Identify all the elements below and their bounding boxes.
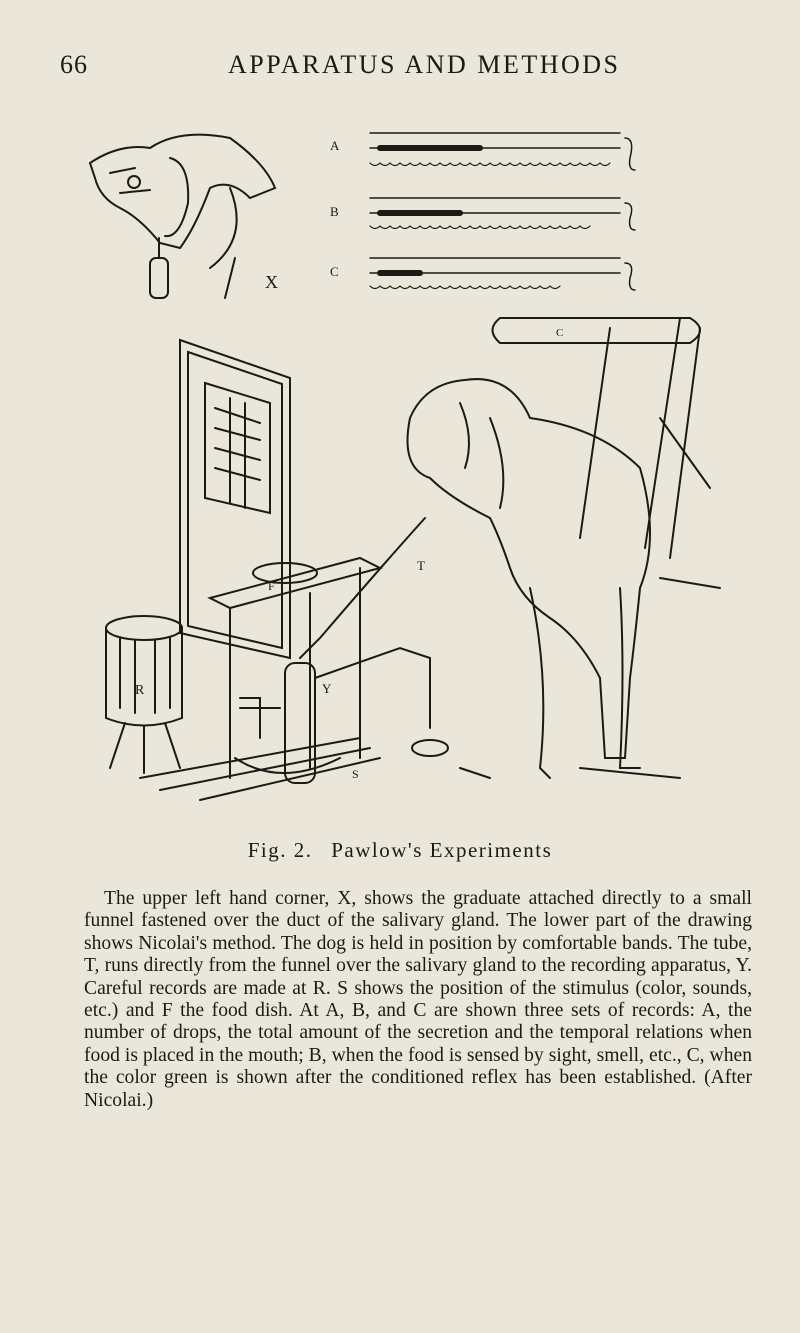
label-stimulus: S xyxy=(352,767,359,781)
caption-number: Fig. 2. xyxy=(247,838,313,862)
stimulus-screen xyxy=(180,340,290,658)
figure-caption xyxy=(0,838,800,863)
body-paragraph: The upper left hand corner, X, shows the graduate attached directly to a small funnel fastened over the duct of the salivary gland. The lower part of the drawing shows Nicolai's method. The dog is held in position by comfortable bands. The tube, T, runs directly from the funnel over the salivary gland to the recording apparatus, Y. Careful records are made at R. S shows the position of the stimulus (color, sounds, etc.) and F the food dish. At A, B, and C are shown three sets of records: A, the number of drops, the total amount of the secretion and the temporal relations when food is placed in the mouth; B, when the food is sensed by sight, smell, etc., C, when the color green is shown after the conditioned reflex has been established. (After Nicolai.) xyxy=(84,888,752,1111)
food-table xyxy=(210,558,380,778)
ceiling-bar xyxy=(493,318,701,343)
label-recorder: Y xyxy=(322,681,332,696)
label-record-b: B xyxy=(330,204,339,219)
dog-figure xyxy=(408,318,721,778)
floor xyxy=(140,738,680,800)
running-head: APPARATUS AND METHODS xyxy=(228,50,621,79)
caption-title: Pawlow's Experiments xyxy=(331,838,553,862)
label-record-a: A xyxy=(330,138,340,153)
records-panel xyxy=(330,133,635,290)
label-ceiling: C xyxy=(556,327,564,339)
dog-head-inset xyxy=(90,135,275,298)
figure-illustration xyxy=(80,118,730,826)
recording-apparatus xyxy=(235,648,448,783)
page-header xyxy=(0,38,800,88)
pawlow-apparatus-drawing xyxy=(80,118,730,826)
label-tube: T xyxy=(417,558,425,573)
label-reservoir: R xyxy=(135,683,145,698)
label-x: X xyxy=(265,272,278,292)
label-record-c: C xyxy=(330,264,339,279)
tube-t xyxy=(300,518,425,658)
label-food-dish: F xyxy=(268,579,275,593)
page-number: 66 xyxy=(60,50,88,79)
